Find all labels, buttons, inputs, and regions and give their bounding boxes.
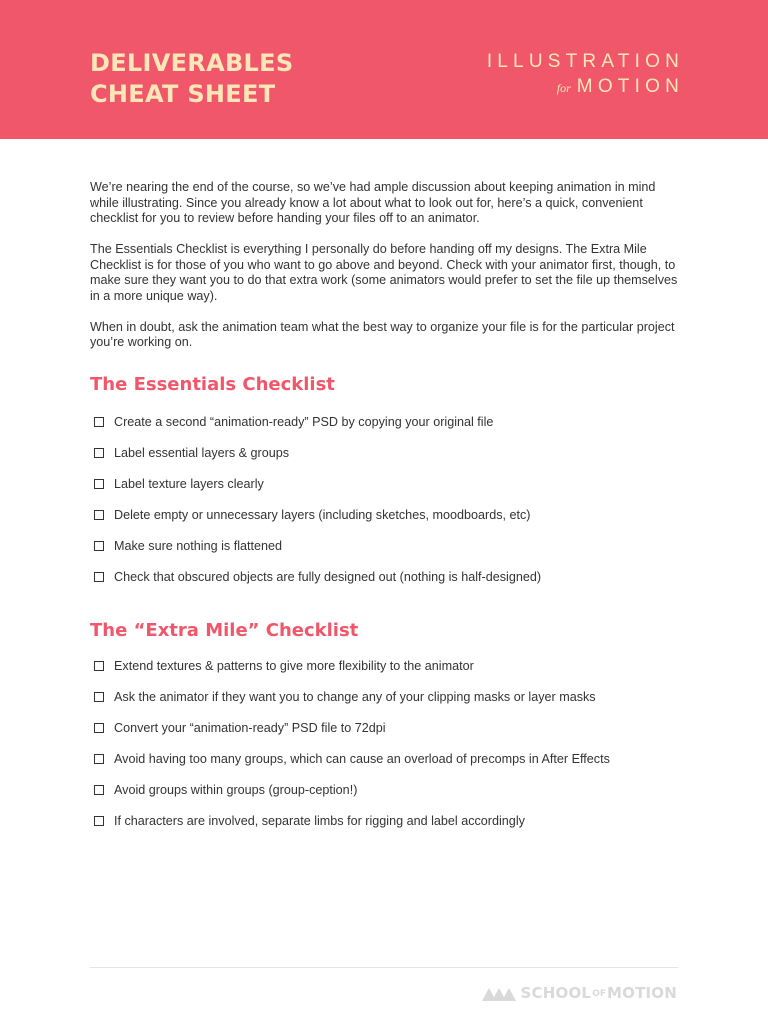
checklist-item-label: Check that obscured objects are fully designed out (nothing is half-designed): [114, 570, 542, 584]
checklist-item: [90, 500, 680, 531]
intro-section: [90, 180, 680, 351]
checkbox[interactable]: [94, 692, 104, 702]
essentials-heading: The Essentials Checklist: [90, 373, 335, 395]
checkbox[interactable]: [94, 785, 104, 795]
intro-paragraph: We’re nearing the end of the course, so we’ve had ample discussion about keeping animation in mind while illustrating. Since you already know a lot about what to look out for, here’s a quick, convenient checklist for you to review before handing your files off to an animator.: [90, 180, 656, 225]
page-title: [90, 48, 293, 110]
header-banner: [0, 0, 768, 139]
checkbox[interactable]: [94, 541, 104, 551]
intro-paragraph: When in doubt, ask the animation team what the best way to organize your file is for the particular project you’re working on.: [90, 319, 675, 349]
checkbox[interactable]: [94, 448, 104, 458]
checklist-item-label: Create a second “animation-ready” PSD by copying your original file: [114, 415, 494, 429]
checklist-item: [90, 407, 680, 438]
checklist-item: [90, 651, 680, 682]
checklist-item-label: Extend textures & patterns to give more flexibility to the animator: [114, 659, 474, 673]
brand-line-2: [487, 75, 684, 100]
checklist-item: [90, 806, 680, 837]
main-content: [90, 180, 680, 837]
checklist-item-label: Avoid having too many groups, which can cause an overload of precomps in After Effects: [114, 752, 610, 766]
logo-school-text: SCHOOL: [520, 984, 592, 1002]
brand-for-text: for: [556, 81, 571, 95]
intro-paragraph: The Essentials Checklist is everything I personally do before handing off my designs. The Extra Mile Checklist is for those of you who want to go above and beyond. Check with your animator first, though, to make sure they want you to do that extra work (some animators would prefer to set the file up themselves in a more unique way).: [90, 242, 678, 303]
checklist-item-label: Make sure nothing is flattened: [114, 539, 283, 553]
school-of-motion-logo: [482, 984, 677, 1002]
logo-of-text: OF: [592, 989, 606, 999]
extra-mile-heading: The “Extra Mile” Checklist: [90, 619, 359, 641]
checkbox[interactable]: [94, 510, 104, 520]
checkbox[interactable]: [94, 417, 104, 427]
checklist-item-label: Convert your “animation-ready” PSD file to 72dpi: [114, 721, 386, 735]
page-title-line-1: DELIVERABLES: [90, 49, 294, 77]
logo-motion-text: MOTION: [607, 984, 677, 1002]
extra-mile-checklist: [90, 651, 680, 837]
checklist-item-label: Avoid groups within groups (group-ception!): [114, 783, 358, 797]
checkbox[interactable]: [94, 816, 104, 826]
checkbox[interactable]: [94, 479, 104, 489]
checklist-item: [90, 562, 680, 593]
checkbox[interactable]: [94, 572, 104, 582]
checkbox[interactable]: [94, 661, 104, 671]
checklist-item: [90, 713, 680, 744]
checklist-item-label: If characters are involved, separate limbs for rigging and label accordingly: [114, 814, 525, 828]
checkbox[interactable]: [94, 754, 104, 764]
essentials-checklist: [90, 407, 680, 593]
checklist-item: [90, 775, 680, 806]
checklist-item: [90, 438, 680, 469]
checklist-item-label: Delete empty or unnecessary layers (including sketches, moodboards, etc): [114, 508, 531, 522]
brand-illustration-text: ILLUSTRATION: [486, 51, 684, 72]
checklist-item-label: Label texture layers clearly: [114, 477, 264, 491]
checkbox[interactable]: [94, 723, 104, 733]
page-title-line-2: CHEAT SHEET: [90, 80, 276, 108]
checklist-item-label: Label essential layers & groups: [114, 446, 290, 460]
footer-divider: [90, 967, 678, 968]
illustration-for-motion-logo: [486, 50, 684, 100]
checklist-item: [90, 469, 680, 500]
brand-motion-text: MOTION: [576, 76, 684, 97]
checklist-item: [90, 682, 680, 713]
checklist-item: [90, 531, 680, 562]
checklist-item: [90, 744, 680, 775]
checklist-item-label: Ask the animator if they want you to change any of your clipping masks or layer masks: [114, 690, 596, 704]
mountain-logo-icon: [482, 985, 516, 1001]
